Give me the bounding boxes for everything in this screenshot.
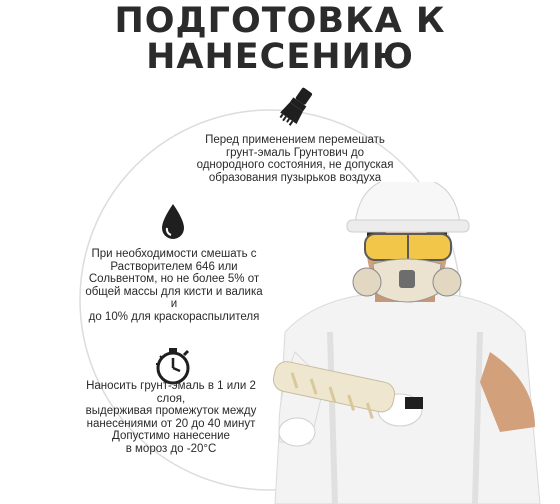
worker-illustration [255, 182, 560, 504]
drop-icon [158, 202, 188, 242]
step-2-text: При необходимости смешать с Растворителем 646 или Сольвентом, но не более 5% от общей массы для кисти и валика и до 10% для краскораспылителя [85, 248, 263, 323]
step-1-text: Перед применением перемешать грунт-эмаль Грунтович до однородного состояния, не допуская образования пузырьков воздуха [196, 134, 394, 184]
brush-icon [278, 85, 316, 127]
step-3-text: Наносить грунт-эмаль в 1 или 2 слоя, выдерживая промежуток между нанесениями от 20 до 40 минут Допустимо нанесение в мороз до -20°C [85, 380, 257, 455]
page-title-line-1: ПОДГОТОВКА К [114, 1, 446, 41]
page-title-line-2: НАНЕСЕНИЮ [146, 37, 414, 77]
